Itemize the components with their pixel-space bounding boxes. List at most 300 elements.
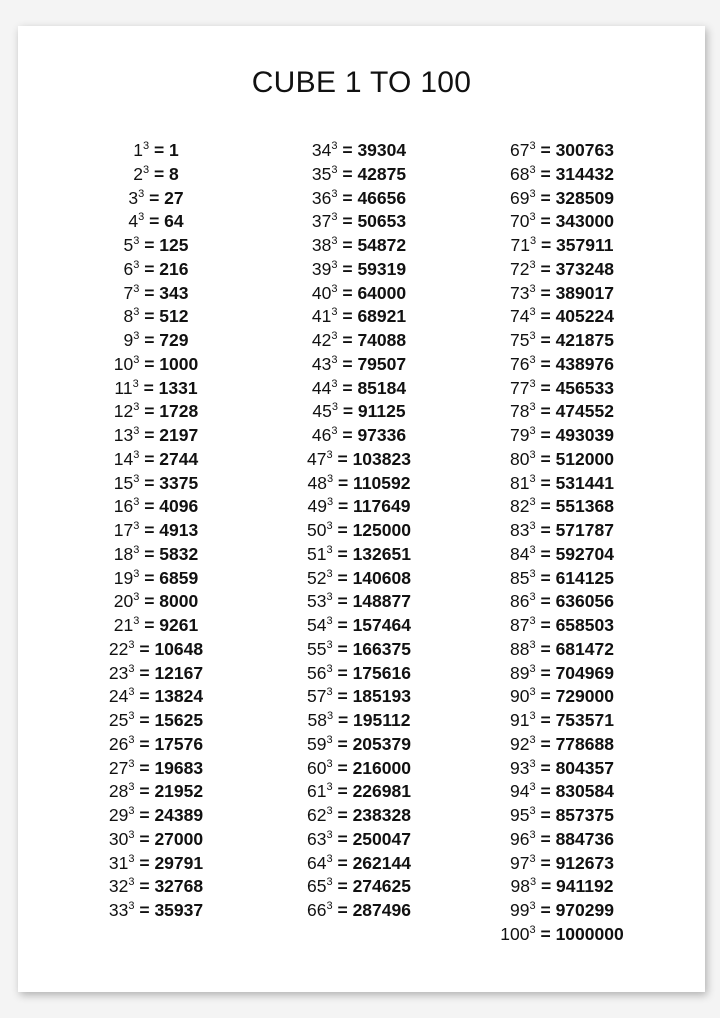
exponent: 3 xyxy=(331,187,338,200)
cube-value: 421875 xyxy=(555,330,614,350)
cube-value: 103823 xyxy=(352,448,411,469)
exponent: 3 xyxy=(331,282,338,295)
cube-row xyxy=(46,325,266,349)
equals-sign: = xyxy=(337,235,358,255)
equals-sign: = xyxy=(139,235,160,255)
cube-value: 110592 xyxy=(353,472,411,493)
base-number: 99 xyxy=(510,900,530,920)
cube-row xyxy=(249,325,469,349)
cube-value: 512000 xyxy=(555,448,614,469)
equals-sign: = xyxy=(333,472,354,493)
cube-value: 68921 xyxy=(357,306,407,327)
page-title: CUBE 1 TO 100 xyxy=(251,66,472,99)
cube-row xyxy=(249,420,469,444)
exponent: 3 xyxy=(529,425,536,437)
base-number: 42 xyxy=(311,330,332,350)
equals-sign: = xyxy=(535,662,556,683)
cube-row xyxy=(452,254,672,278)
equals-sign: = xyxy=(535,805,556,825)
exponent: 3 xyxy=(331,211,338,224)
cube-row xyxy=(46,373,266,397)
exponent: 3 xyxy=(326,496,334,509)
cube-row xyxy=(46,800,266,824)
exponent: 3 xyxy=(331,235,338,247)
exponent: 3 xyxy=(529,733,536,746)
cube-value: 125 xyxy=(159,235,189,255)
cube-value: 148877 xyxy=(352,591,411,612)
base-number: 20 xyxy=(113,591,134,612)
exponent: 3 xyxy=(133,306,140,319)
exponent: 3 xyxy=(128,662,135,675)
base-number: 62 xyxy=(307,805,327,825)
base-number: 3 xyxy=(128,187,139,208)
exponent: 3 xyxy=(128,733,135,746)
base-number: 51 xyxy=(307,543,327,564)
exponent: 3 xyxy=(142,163,150,176)
cube-value: 1 xyxy=(169,140,179,160)
cube-value: 343000 xyxy=(555,211,614,232)
exponent: 3 xyxy=(529,900,536,912)
exponent: 3 xyxy=(133,282,140,295)
base-number: 35 xyxy=(311,163,332,184)
cube-row xyxy=(452,776,672,800)
cube-value: 1728 xyxy=(159,401,199,422)
base-number: 8 xyxy=(123,306,134,327)
cube-value: 35937 xyxy=(154,900,204,920)
cube-row xyxy=(249,563,469,587)
equals-sign: = xyxy=(535,448,556,469)
base-number: 64 xyxy=(307,852,327,873)
base-number: 28 xyxy=(108,781,129,802)
cube-row xyxy=(249,159,469,183)
equals-sign: = xyxy=(535,211,556,232)
cube-row xyxy=(452,800,672,824)
cube-row xyxy=(249,254,469,278)
exponent: 3 xyxy=(326,615,333,627)
column-3 xyxy=(452,135,672,943)
cube-row xyxy=(46,895,266,919)
exponent: 3 xyxy=(128,757,135,770)
exponent: 3 xyxy=(529,187,536,200)
equals-sign: = xyxy=(134,828,155,849)
base-number: 89 xyxy=(510,662,530,683)
base-number: 75 xyxy=(510,330,530,350)
exponent: 3 xyxy=(529,591,536,604)
exponent: 3 xyxy=(331,306,338,319)
cube-row xyxy=(249,444,469,468)
base-number: 56 xyxy=(307,662,327,683)
equals-sign: = xyxy=(535,781,556,802)
base-number: 83 xyxy=(510,520,530,540)
cube-row xyxy=(249,610,469,634)
equals-sign: = xyxy=(332,448,353,469)
exponent: 3 xyxy=(128,686,135,699)
cube-value: 4096 xyxy=(159,496,199,517)
equals-sign: = xyxy=(337,258,358,279)
cube-value: 343 xyxy=(159,282,189,303)
base-number: 94 xyxy=(510,781,530,802)
cube-row xyxy=(452,396,672,420)
equals-sign: = xyxy=(134,638,155,659)
equals-sign: = xyxy=(332,828,353,849)
equals-sign: = xyxy=(138,377,159,398)
base-number: 17 xyxy=(113,520,134,540)
equals-sign: = xyxy=(535,543,556,564)
cube-row xyxy=(249,373,469,397)
base-number: 36 xyxy=(311,187,332,208)
cube-row xyxy=(46,539,266,563)
cube-row xyxy=(46,396,266,420)
cube-row xyxy=(452,206,672,230)
cube-value: 405224 xyxy=(555,306,614,327)
cube-value: 226981 xyxy=(352,781,411,802)
equals-sign: = xyxy=(332,900,353,920)
base-number: 67 xyxy=(510,140,530,160)
base-number: 16 xyxy=(113,496,134,517)
cube-value: 39304 xyxy=(357,140,407,160)
base-number: 6 xyxy=(123,258,134,279)
equals-sign: = xyxy=(337,140,358,160)
base-number: 2 xyxy=(133,163,143,184)
cube-value: 32768 xyxy=(154,876,204,897)
base-number: 7 xyxy=(123,282,134,303)
cube-value: 166375 xyxy=(352,638,411,659)
cube-value: 389017 xyxy=(555,282,614,303)
cube-value: 493039 xyxy=(555,425,614,445)
cube-row xyxy=(249,681,469,705)
exponent: 3 xyxy=(326,876,333,889)
cube-value: 97336 xyxy=(357,425,407,445)
base-number: 72 xyxy=(510,258,530,279)
cube-value: 24389 xyxy=(154,805,204,825)
equals-sign: = xyxy=(332,662,353,683)
base-number: 90 xyxy=(510,686,530,707)
equals-sign: = xyxy=(139,258,160,279)
exponent: 3 xyxy=(326,686,333,699)
cube-row xyxy=(249,824,469,848)
equals-sign: = xyxy=(535,638,556,659)
exponent: 3 xyxy=(529,662,536,675)
exponent: 3 xyxy=(529,211,536,224)
equals-sign: = xyxy=(332,852,353,873)
base-number: 33 xyxy=(108,900,129,920)
cube-row xyxy=(452,586,672,610)
base-number: 26 xyxy=(108,733,129,754)
exponent: 3 xyxy=(133,520,140,532)
equals-sign: = xyxy=(139,615,160,635)
exponent: 3 xyxy=(529,140,536,152)
cube-value: 614125 xyxy=(555,567,614,588)
base-number: 4 xyxy=(128,211,139,232)
exponent: 3 xyxy=(326,828,333,841)
cube-value: 125000 xyxy=(352,520,411,540)
base-number: 9 xyxy=(123,330,134,350)
exponent: 3 xyxy=(529,638,536,651)
equals-sign: = xyxy=(337,330,358,350)
base-number: 48 xyxy=(307,472,327,493)
cube-row xyxy=(46,610,266,634)
cube-value: 262144 xyxy=(352,852,411,873)
cube-value: 10648 xyxy=(154,638,204,659)
exponent: 3 xyxy=(529,353,536,366)
base-number: 50 xyxy=(307,520,327,540)
base-number: 92 xyxy=(510,733,530,754)
equals-sign: = xyxy=(535,520,556,540)
exponent: 3 xyxy=(138,187,145,200)
exponent: 3 xyxy=(529,710,536,722)
equals-sign: = xyxy=(134,757,155,778)
equals-sign: = xyxy=(535,733,556,754)
cube-row xyxy=(452,681,672,705)
cube-value: 571787 xyxy=(555,520,614,540)
equals-sign: = xyxy=(149,140,170,160)
cube-value: 250047 xyxy=(352,828,411,849)
equals-sign: = xyxy=(139,330,160,350)
base-number: 58 xyxy=(307,710,327,730)
exponent: 3 xyxy=(133,543,140,556)
cube-value: 64000 xyxy=(357,282,407,303)
equals-sign: = xyxy=(139,543,160,564)
cube-value: 830584 xyxy=(555,781,614,802)
cube-row xyxy=(452,848,672,872)
cube-value: 912673 xyxy=(555,852,614,873)
equals-sign: = xyxy=(337,282,358,303)
cube-row xyxy=(46,468,266,492)
cube-value: 474552 xyxy=(555,401,614,422)
base-number: 41 xyxy=(311,306,332,327)
cube-row xyxy=(249,278,469,302)
cube-row xyxy=(249,658,469,682)
cube-row xyxy=(249,848,469,872)
base-number: 24 xyxy=(108,686,129,707)
base-number: 46 xyxy=(311,425,332,445)
exponent: 3 xyxy=(529,781,536,794)
base-number: 69 xyxy=(510,187,530,208)
exponent: 3 xyxy=(529,828,536,841)
cube-value: 941192 xyxy=(556,876,614,897)
exponent: 3 xyxy=(529,615,536,627)
cube-row xyxy=(249,491,469,515)
base-number: 15 xyxy=(113,472,134,493)
base-number: 31 xyxy=(108,852,129,873)
equals-sign: = xyxy=(337,353,358,374)
cube-row xyxy=(452,895,672,919)
equals-sign: = xyxy=(535,496,556,517)
base-number: 29 xyxy=(108,805,129,825)
base-number: 25 xyxy=(108,710,129,730)
exponent: 3 xyxy=(529,163,536,176)
cube-row xyxy=(452,705,672,729)
exponent: 3 xyxy=(529,377,536,390)
cube-value: 8 xyxy=(169,163,179,184)
cube-value: 15625 xyxy=(154,710,204,730)
exponent: 3 xyxy=(331,163,338,176)
base-number: 91 xyxy=(510,710,530,730)
cube-value: 91125 xyxy=(357,401,406,422)
exponent: 3 xyxy=(132,377,139,390)
exponent: 3 xyxy=(529,282,536,295)
cube-value: 729000 xyxy=(555,686,614,707)
cube-row xyxy=(249,729,469,753)
base-number: 21 xyxy=(113,615,134,635)
exponent: 3 xyxy=(529,757,536,770)
exponent: 3 xyxy=(128,900,135,912)
exponent: 3 xyxy=(142,140,150,152)
cube-row xyxy=(46,230,266,254)
equals-sign: = xyxy=(337,306,358,327)
exponent: 3 xyxy=(529,472,536,485)
equals-sign: = xyxy=(134,662,155,683)
equals-sign: = xyxy=(535,187,556,208)
cube-row xyxy=(249,515,469,539)
equals-sign: = xyxy=(139,591,160,612)
cube-row xyxy=(46,824,266,848)
equals-sign: = xyxy=(139,353,160,374)
base-number: 11 xyxy=(114,377,133,398)
cube-value: 4913 xyxy=(159,520,199,540)
exponent: 3 xyxy=(529,567,536,580)
cube-row xyxy=(46,729,266,753)
cube-row xyxy=(249,206,469,230)
exponent: 3 xyxy=(529,496,536,509)
base-number: 47 xyxy=(307,448,327,469)
exponent: 3 xyxy=(326,805,333,817)
equals-sign: = xyxy=(535,472,556,493)
cube-value: 456533 xyxy=(555,377,614,398)
cube-row xyxy=(452,753,672,777)
equals-sign: = xyxy=(134,900,155,920)
exponent: 3 xyxy=(529,306,536,319)
equals-sign: = xyxy=(332,520,353,540)
exponent: 3 xyxy=(326,591,333,604)
cube-row xyxy=(452,159,672,183)
cube-value: 1000000 xyxy=(555,923,624,944)
exponent: 3 xyxy=(128,638,135,651)
base-number: 87 xyxy=(510,615,530,635)
base-number: 45 xyxy=(312,401,332,422)
equals-sign: = xyxy=(332,686,353,707)
cube-value: 804357 xyxy=(555,757,614,778)
cube-value: 300763 xyxy=(555,140,614,160)
exponent: 3 xyxy=(529,448,536,461)
cube-value: 27 xyxy=(164,187,184,208)
exponent: 3 xyxy=(326,852,333,865)
equals-sign: = xyxy=(535,852,556,873)
equals-sign: = xyxy=(139,448,160,469)
exponent: 3 xyxy=(128,805,135,817)
base-number: 98 xyxy=(510,876,530,897)
exponent: 3 xyxy=(331,425,338,437)
equals-sign: = xyxy=(144,187,165,208)
equals-sign: = xyxy=(535,591,556,612)
equals-sign: = xyxy=(337,377,358,398)
base-number: 39 xyxy=(311,258,332,279)
cube-row xyxy=(452,515,672,539)
cube-value: 1331 xyxy=(158,377,198,398)
cube-value: 6859 xyxy=(159,567,199,588)
equals-sign: = xyxy=(337,425,358,445)
base-number: 59 xyxy=(307,733,327,754)
base-number: 76 xyxy=(510,353,530,374)
equals-sign: = xyxy=(333,496,354,517)
cube-value: 2197 xyxy=(159,425,199,445)
cube-row xyxy=(452,373,672,397)
equals-sign: = xyxy=(535,710,556,730)
cube-value: 274625 xyxy=(352,876,411,897)
exponent: 3 xyxy=(529,330,536,342)
equals-sign: = xyxy=(535,377,556,398)
cube-value: 85184 xyxy=(357,377,407,398)
cube-row xyxy=(46,634,266,658)
cube-row xyxy=(452,325,672,349)
equals-sign: = xyxy=(535,923,556,944)
exponent: 3 xyxy=(326,733,333,746)
cube-row xyxy=(452,278,672,302)
cube-value: 195112 xyxy=(353,710,411,730)
equals-sign: = xyxy=(134,686,155,707)
cube-row xyxy=(46,491,266,515)
cube-row xyxy=(452,919,672,943)
cube-row xyxy=(46,753,266,777)
cube-value: 238328 xyxy=(352,805,411,825)
base-number: 53 xyxy=(307,591,327,612)
cube-row xyxy=(452,420,672,444)
cube-row xyxy=(452,183,672,207)
exponent: 3 xyxy=(331,140,338,152)
cube-row xyxy=(452,634,672,658)
base-number: 84 xyxy=(510,543,530,564)
equals-sign: = xyxy=(337,401,358,422)
equals-sign: = xyxy=(139,567,160,588)
equals-sign: = xyxy=(332,805,353,825)
base-number: 66 xyxy=(307,900,327,920)
exponent: 3 xyxy=(331,353,338,366)
base-number: 1 xyxy=(133,140,143,160)
cube-value: 185193 xyxy=(352,686,411,707)
equals-sign: = xyxy=(535,567,556,588)
equals-sign: = xyxy=(134,852,155,873)
cube-row xyxy=(249,634,469,658)
cube-row xyxy=(46,681,266,705)
cube-value: 140608 xyxy=(352,567,411,588)
exponent: 3 xyxy=(128,828,135,841)
cube-value: 205379 xyxy=(352,733,411,754)
cube-value: 5832 xyxy=(159,543,199,564)
equals-sign: = xyxy=(149,163,170,184)
equals-sign: = xyxy=(535,900,556,920)
base-number: 60 xyxy=(307,757,327,778)
cube-row xyxy=(249,705,469,729)
exponent: 3 xyxy=(331,330,338,342)
equals-sign: = xyxy=(139,472,160,493)
equals-sign: = xyxy=(332,615,353,635)
equals-sign: = xyxy=(332,591,353,612)
cube-value: 117649 xyxy=(353,496,411,517)
cube-row xyxy=(46,658,266,682)
exponent: 3 xyxy=(326,710,334,722)
cube-value: 9261 xyxy=(159,615,199,635)
base-number: 37 xyxy=(311,211,332,232)
cube-value: 884736 xyxy=(555,828,614,849)
exponent: 3 xyxy=(529,852,536,865)
cube-row xyxy=(46,705,266,729)
exponent: 3 xyxy=(128,710,135,722)
exponent: 3 xyxy=(133,330,140,342)
cube-row xyxy=(452,468,672,492)
cube-row xyxy=(249,349,469,373)
equals-sign: = xyxy=(332,733,353,754)
cube-value: 8000 xyxy=(159,591,199,612)
